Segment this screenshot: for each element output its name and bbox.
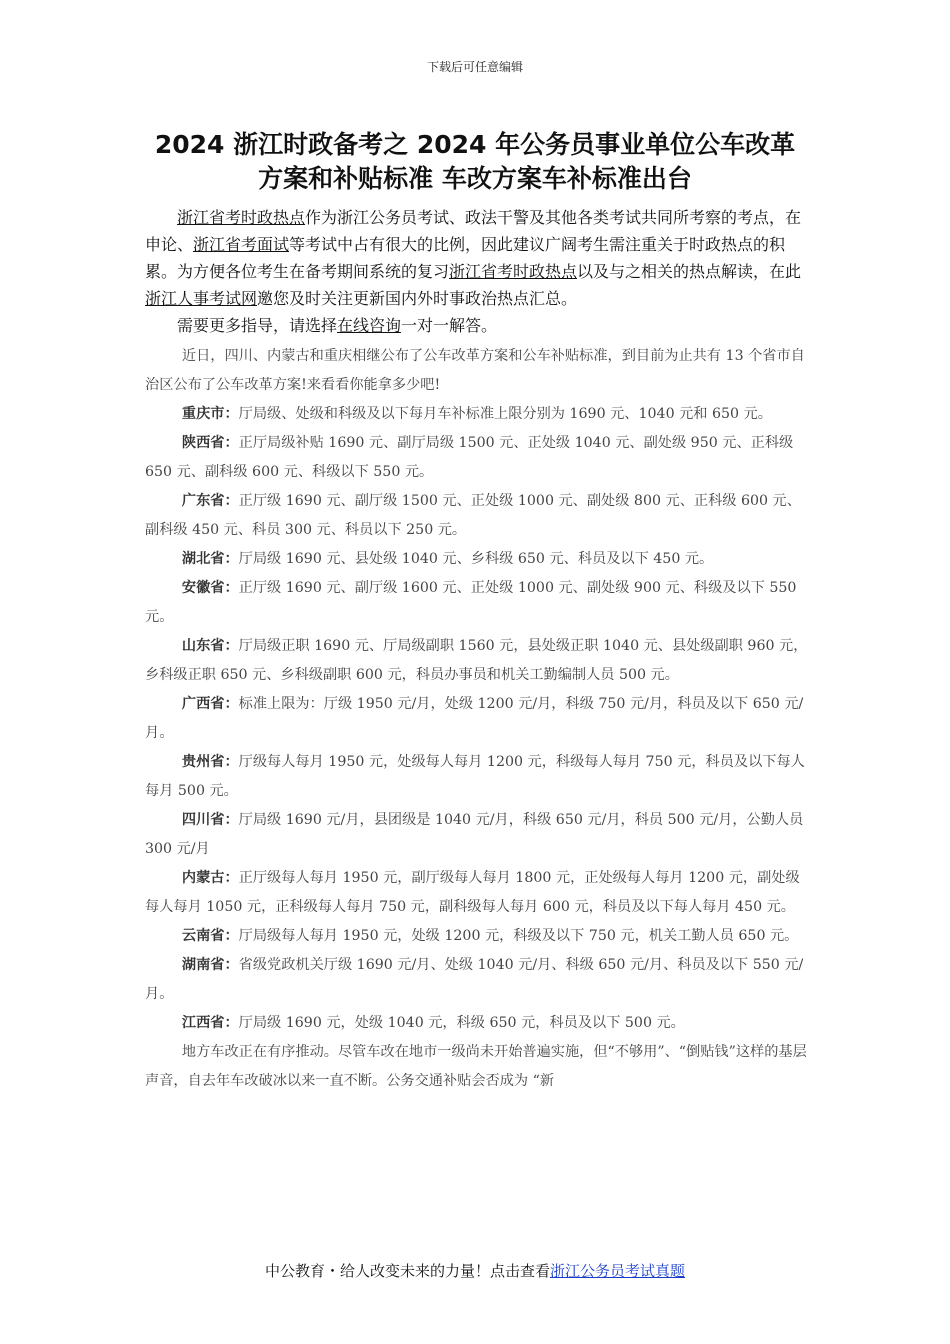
link-zhejiang-hot-topics[interactable]: 浙江省考时政热点 xyxy=(177,208,306,227)
article-body xyxy=(145,342,810,1096)
intro-text: 作为浙江公务员考试、政法干警及其他各类考试共同所考察的考点，在申论、 xyxy=(145,208,802,254)
province-text: 厅局级正职 1690 元、厅局级副职 1560 元，县处级正职 1040 元、县处级副职 960 元，乡科级正职 650 元、乡科级副职 600 元，科员办事员和机关工勤编制人员 500 元。 xyxy=(145,638,808,683)
province-label: 内蒙古： xyxy=(181,870,239,886)
province-item xyxy=(145,864,810,922)
province-item xyxy=(145,400,810,429)
province-text: 正厅级 1690 元、副厅级 1500 元、正处级 1000 元、副处级 800 元、正科级 600 元、副科级 450 元、科员 300 元、科员以下 250 元。 xyxy=(145,493,801,538)
intro-paragraph-1 xyxy=(145,204,805,312)
province-label: 贵州省： xyxy=(181,754,239,770)
intro-text: 以及与之相关的热点解读，在此 xyxy=(577,262,802,281)
footer-exam-link[interactable]: 浙江公务员考试真题 xyxy=(550,1262,686,1280)
province-label: 湖南省： xyxy=(181,957,239,973)
province-label: 湖北省： xyxy=(181,551,239,567)
province-item xyxy=(145,1009,810,1038)
header-note: 下载后可任意编辑 xyxy=(426,60,523,74)
link-zhejiang-hot-topics-2[interactable]: 浙江省考时政热点 xyxy=(449,262,578,281)
province-text: 厅局级每人每月 1950 元，处级 1200 元，科级及以下 750 元，机关工勤人员 650 元。 xyxy=(238,928,799,944)
province-item xyxy=(145,951,810,1009)
intro-text: 需要更多指导，请选择 xyxy=(177,316,338,335)
province-text: 厅局级 1690 元、县处级 1040 元、乡科级 650 元、科员及以下 450 元。 xyxy=(238,551,714,567)
province-label: 陕西省： xyxy=(181,435,239,451)
intro-text: 一对一解答。 xyxy=(401,316,498,335)
province-text: 厅局级、处级和科级及以下每月车补标准上限分别为 1690 元、1040 元和 650 元。 xyxy=(238,406,772,422)
province-item xyxy=(145,748,810,806)
link-zhejiang-interview[interactable]: 浙江省考面试 xyxy=(193,235,290,254)
intro-paragraph-2 xyxy=(145,312,805,339)
province-label: 四川省： xyxy=(181,812,239,828)
province-text: 正厅级每人每月 1950 元，副厅级每人每月 1800 元，正处级每人每月 1200 元，副处级每人每月 1050 元，正科级每人每月 750 元，副科级每人每月 600 元，科员及以下每人每月 450 元。 xyxy=(145,870,800,915)
intro-text: 等考试中占有很大的比例，因此建议广阔考生需注重关于时政热点的积累。为方便各位考生在备考期间系统的复习 xyxy=(145,235,786,281)
province-text: 正厅级 1690 元、副厅级 1600 元、正处级 1000 元、副处级 900 元、科级及以下 550 元。 xyxy=(145,580,797,625)
province-text: 标准上限为：厅级 1950 元/月，处级 1200 元/月，科级 750 元/月，科员及以下 650 元/月。 xyxy=(145,696,804,741)
province-item xyxy=(145,922,810,951)
province-item xyxy=(145,806,810,864)
lead-paragraph: 近日，四川、内蒙古和重庆相继公布了公车改革方案和公车补贴标准，到目前为止共有 13 个省市自治区公布了公车改革方案!来看看你能拿多少吧! xyxy=(145,348,805,393)
intro-text: 邀您及时关注更新国内外时事政治热点汇总。 xyxy=(257,289,578,308)
province-label: 广西省： xyxy=(181,696,239,712)
province-item xyxy=(145,574,810,632)
province-text: 厅局级 1690 元，处级 1040 元，科级 650 元，科员及以下 500 元。 xyxy=(238,1015,685,1031)
province-item xyxy=(145,690,810,748)
province-item xyxy=(145,632,810,690)
province-text: 厅级每人每月 1950 元，处级每人每月 1200 元，科级每人每月 750 元，科员及以下每人每月 500 元。 xyxy=(145,754,805,799)
province-item xyxy=(145,545,810,574)
province-item xyxy=(145,487,810,545)
province-label: 江西省： xyxy=(181,1015,239,1031)
footer-slogan: 中公教育・给人改变未来的力量！点击查看 xyxy=(264,1262,550,1280)
province-label: 安徽省： xyxy=(181,580,239,596)
province-item xyxy=(145,429,810,487)
title-line-1: 2024 浙江时政备考之 2024 年公务员事业单位公车改革 xyxy=(154,130,796,159)
province-label: 重庆市： xyxy=(181,406,239,422)
title-line-2: 方案和补贴标准 车改方案车补标准出台 xyxy=(258,164,692,193)
province-text: 省级党政机关厅级 1690 元/月、处级 1040 元/月、科级 650 元/月、科员及以下 550 元/月。 xyxy=(145,957,804,1002)
link-online-consult[interactable]: 在线咨询 xyxy=(337,316,402,335)
province-label: 广东省： xyxy=(181,493,239,509)
intro-section xyxy=(145,204,805,339)
province-text: 厅局级 1690 元/月，县团级是 1040 元/月，科级 650 元/月，科员 500 元/月，公勤人员 300 元/月 xyxy=(145,812,804,857)
province-text: 正厅局级补贴 1690 元、副厅局级 1500 元、正处级 1040 元、副处级 950 元、正科级 650 元、副科级 600 元、科级以下 550 元。 xyxy=(145,435,794,480)
page-footer xyxy=(0,1260,950,1281)
page-title xyxy=(120,128,830,196)
closing-paragraph: 地方车改正在有序推动。尽管车改在地市一级尚未开始普遍实施，但“不够用”、“倒贴钱”这样的基层声音，自去年车改破冰以来一直不断。公务交通补贴会否成为 “新 xyxy=(145,1044,807,1089)
province-label: 山东省： xyxy=(181,638,239,654)
link-zhejiang-exam-site[interactable]: 浙江人事考试网 xyxy=(145,289,258,308)
province-label: 云南省： xyxy=(181,928,239,944)
